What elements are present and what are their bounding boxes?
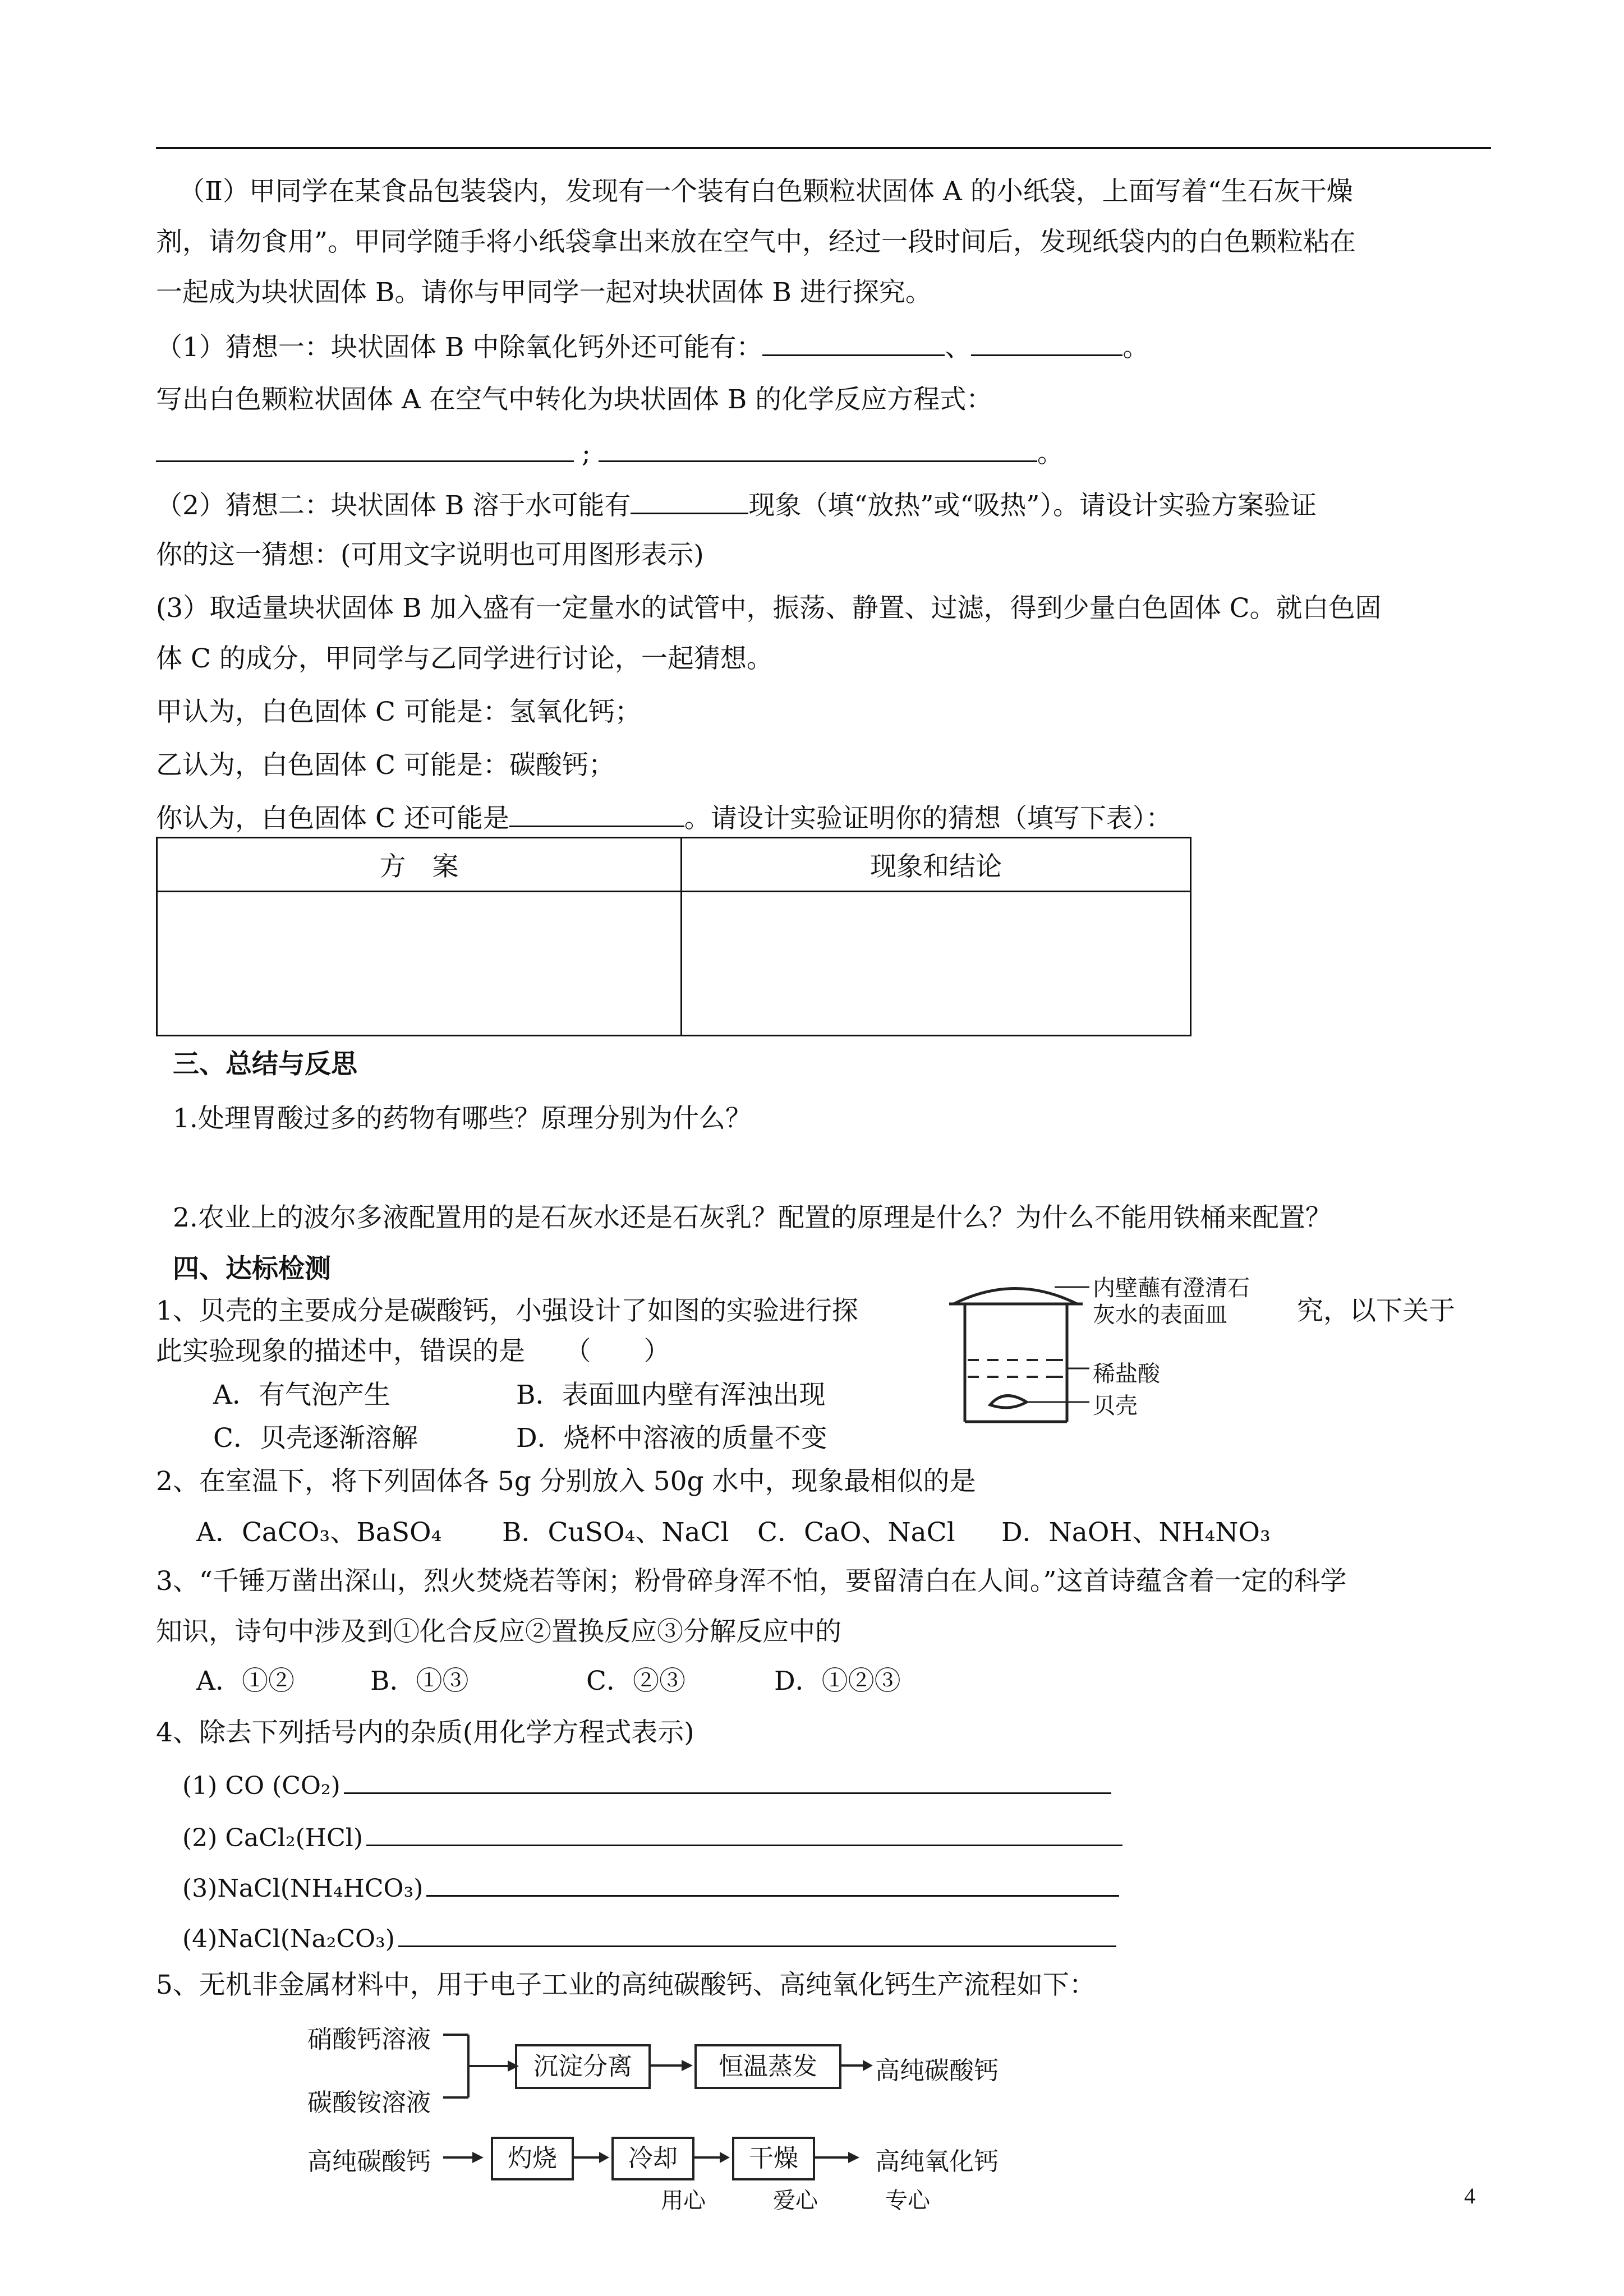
q1-end: 。 <box>1122 332 1149 363</box>
flow1-input-2: 碳酸铵溶液 <box>307 2088 431 2117</box>
flow2-step-3: 干燥 <box>732 2137 815 2180</box>
s4-q1-option-c: C．贝壳逐渐溶解 <box>213 1423 418 1454</box>
q4-item-1-blank[interactable] <box>344 1768 1111 1794</box>
flow1-arrow-2 <box>651 2057 696 2074</box>
flow1-step-1: 沉淀分离 <box>515 2044 651 2089</box>
s4-q4-line1: 4、除去下列括号内的杂质(用化学方程式表示) <box>156 1717 694 1748</box>
part2-intro-line1: （Ⅱ）甲同学在某食品包装袋内，发现有一个装有白色颗粒状固体 A 的小纸袋，上面写着“生石灰干燥 <box>178 176 1353 207</box>
q3-line2: 体 C 的成分，甲同学与乙同学进行讨论，一起猜想。 <box>156 643 773 674</box>
s4-q3-line2: 知识，诗句中涉及到①化合反应②置换反应③分解反应中的 <box>156 1616 841 1647</box>
q1-blank-2[interactable] <box>971 330 1122 356</box>
flow2-arrow-4 <box>813 2149 864 2166</box>
s4-q4-item-3 <box>182 1870 1119 1906</box>
s4-q3-option-b: B．①③ <box>370 1666 469 1696</box>
q3-yi: 乙认为，白色固体 C 可能是：碳酸钙； <box>156 750 615 781</box>
section3-q2: 2.农业上的波尔多液配置用的是石灰水还是石灰乳？配置的原理是什么？为什么不能用铁桶来配置？ <box>173 1202 1332 1233</box>
part2-intro-line3: 一起成为块状固体 B。请你与甲同学一起对块状固体 B 进行探究。 <box>156 277 932 308</box>
s4-q2-line1: 2、在室温下，将下列固体各 5g 分别放入 50g 水中，现象最相似的是 <box>156 1466 976 1497</box>
section3-title: 三、总结与反思 <box>173 1049 357 1080</box>
watch-glass-icon <box>954 1289 1077 1304</box>
q4-item-4-text: (4)NaCl(Na₂CO₃) <box>182 1925 395 1953</box>
footer-motto-2: 爱心 <box>773 2188 818 2213</box>
q3-you-a: 你认为，白色固体 C 还可能是 <box>156 803 509 834</box>
q4-item-4-blank[interactable] <box>398 1921 1116 1947</box>
experiment-table <box>156 837 1191 1036</box>
q3-line1: (3）取适量块状固体 B 加入盛有一定量水的试管中，振荡、静置、过滤，得到少量白色固体 C。就白色固 <box>156 593 1382 624</box>
part2-intro-line2: 剂，请勿食用”。甲同学随手将小纸袋拿出来放在空气中，经过一段时间后，发现纸袋内的白色颗粒粘在 <box>156 227 1356 257</box>
s4-q4-item-2 <box>182 1820 1122 1855</box>
s4-q1-option-b: B．表面皿内壁有浑浊出现 <box>516 1380 826 1410</box>
flow2-arrow-1 <box>443 2149 488 2166</box>
s4-q3-option-d: D．①②③ <box>774 1666 901 1696</box>
shell-icon <box>990 1396 1027 1408</box>
s4-q1-option-a: A．有气泡产生 <box>213 1380 390 1410</box>
s4-q4-item-4 <box>182 1921 1116 1956</box>
q1-equation-line <box>156 436 1064 471</box>
equation-blank-2[interactable] <box>599 436 1037 462</box>
s4-q3-option-c: C．②③ <box>586 1666 686 1696</box>
s4-q2-option-b: B．CuSO₄、NaCl <box>502 1517 729 1548</box>
q1-equation-prompt: 写出白色颗粒状固体 A 在空气中转化为块状固体 B 的化学反应方程式： <box>156 384 993 415</box>
equation-sep: ; <box>582 438 591 469</box>
flow2-output: 高纯氧化钙 <box>875 2147 999 2176</box>
flow1-output: 高纯碳酸钙 <box>875 2057 999 2085</box>
s4-q1-line1a: 1、贝壳的主要成分是碳酸钙，小强设计了如图的实验进行探 <box>156 1295 858 1326</box>
q1-blank-1[interactable] <box>762 330 945 356</box>
q1-sep: 、 <box>945 332 972 363</box>
flow2-arrow-2 <box>572 2149 611 2166</box>
s4-q3-option-a: A．①② <box>196 1666 295 1696</box>
figure-label-shell: 贝壳 <box>1093 1393 1138 1419</box>
s4-q1-line1b: 究，以下关于 <box>1297 1295 1455 1326</box>
q2-guess <box>156 488 1317 523</box>
q2-text-b: 现象（填“放热”或“吸热”）。请设计实验方案验证 <box>748 490 1317 521</box>
flow2-step-1: 灼烧 <box>491 2137 574 2180</box>
page-number: 4 <box>1464 2183 1475 2209</box>
figure-label-dish-2: 灰水的表面皿 <box>1093 1302 1227 1328</box>
equation-end: 。 <box>1037 438 1064 469</box>
q4-item-2-text: (2) CaCl₂(HCl) <box>182 1824 364 1852</box>
s4-q3-line1: 3、“千锤万凿出深山，烈火焚烧若等闲；粉骨碎身浑不怕，要留清白在人间。”这首诗蕴含着一定的科学 <box>156 1566 1347 1597</box>
s4-q2-option-c: C．CaO、NaCl <box>757 1517 955 1548</box>
q2-line2: 你的这一猜想：(可用文字说明也可用图形表示) <box>156 540 704 570</box>
q2-text-a: （2）猜想二：块状固体 B 溶于水可能有 <box>156 490 631 521</box>
header-rule <box>156 147 1491 149</box>
footer-motto-1: 用心 <box>661 2188 706 2213</box>
q3-you <box>156 801 1172 836</box>
table-header-plan: 方 案 <box>157 838 682 892</box>
q1-guess <box>156 330 1149 365</box>
s4-q5-line1: 5、无机非金属材料中，用于电子工业的高纯碳酸钙、高纯氧化钙生产流程如下： <box>156 1970 1096 2000</box>
q4-item-1-text: (1) CO (CO₂) <box>182 1772 341 1800</box>
q3-jia: 甲认为，白色固体 C 可能是：氢氧化钙； <box>156 697 641 727</box>
flow1-arrow-3 <box>841 2057 875 2074</box>
figure-label-dish-1: 内壁蘸有澄清石 <box>1093 1275 1250 1301</box>
s4-q2-option-a: A．CaCO₃、BaSO₄ <box>196 1517 442 1548</box>
flow1-step-2: 恒温蒸发 <box>694 2044 841 2089</box>
flow2-input: 高纯碳酸钙 <box>307 2147 431 2176</box>
s4-q1-option-d: D．烧杯中溶液的质量不变 <box>516 1423 827 1454</box>
flow2-arrow-3 <box>693 2149 732 2166</box>
section4-title: 四、达标检测 <box>173 1253 331 1284</box>
equation-blank-1[interactable] <box>156 436 574 462</box>
s4-q2-option-d: D．NaOH、NH₄NO₃ <box>1001 1517 1271 1548</box>
s4-q1-line2: 此实验现象的描述中，错误的是 （ ） <box>156 1336 670 1367</box>
q3-you-b: 。请设计实验证明你的猜想（填写下表）： <box>684 803 1172 834</box>
table-cell-plan[interactable] <box>157 892 682 1036</box>
table-header-result: 现象和结论 <box>682 838 1191 892</box>
q4-item-3-blank[interactable] <box>426 1870 1119 1897</box>
q3-blank[interactable] <box>509 801 684 827</box>
section3-q1: 1.处理胃酸过多的药物有哪些？原理分别为什么？ <box>173 1103 752 1134</box>
q4-item-3-text: (3)NaCl(NH₄HCO₃) <box>182 1874 424 1903</box>
footer-motto-3: 专心 <box>885 2188 930 2213</box>
q4-item-2-blank[interactable] <box>366 1820 1122 1846</box>
table-cell-result[interactable] <box>682 892 1191 1036</box>
flow1-input-1: 硝酸钙溶液 <box>307 2025 431 2054</box>
flow2-step-2: 冷却 <box>611 2137 694 2180</box>
q1-guess-text: （1）猜想一：块状固体 B 中除氧化钙外还可能有： <box>156 332 763 363</box>
s4-q4-item-1 <box>182 1768 1111 1803</box>
q2-blank[interactable] <box>631 488 748 514</box>
figure-label-acid: 稀盐酸 <box>1093 1361 1160 1387</box>
